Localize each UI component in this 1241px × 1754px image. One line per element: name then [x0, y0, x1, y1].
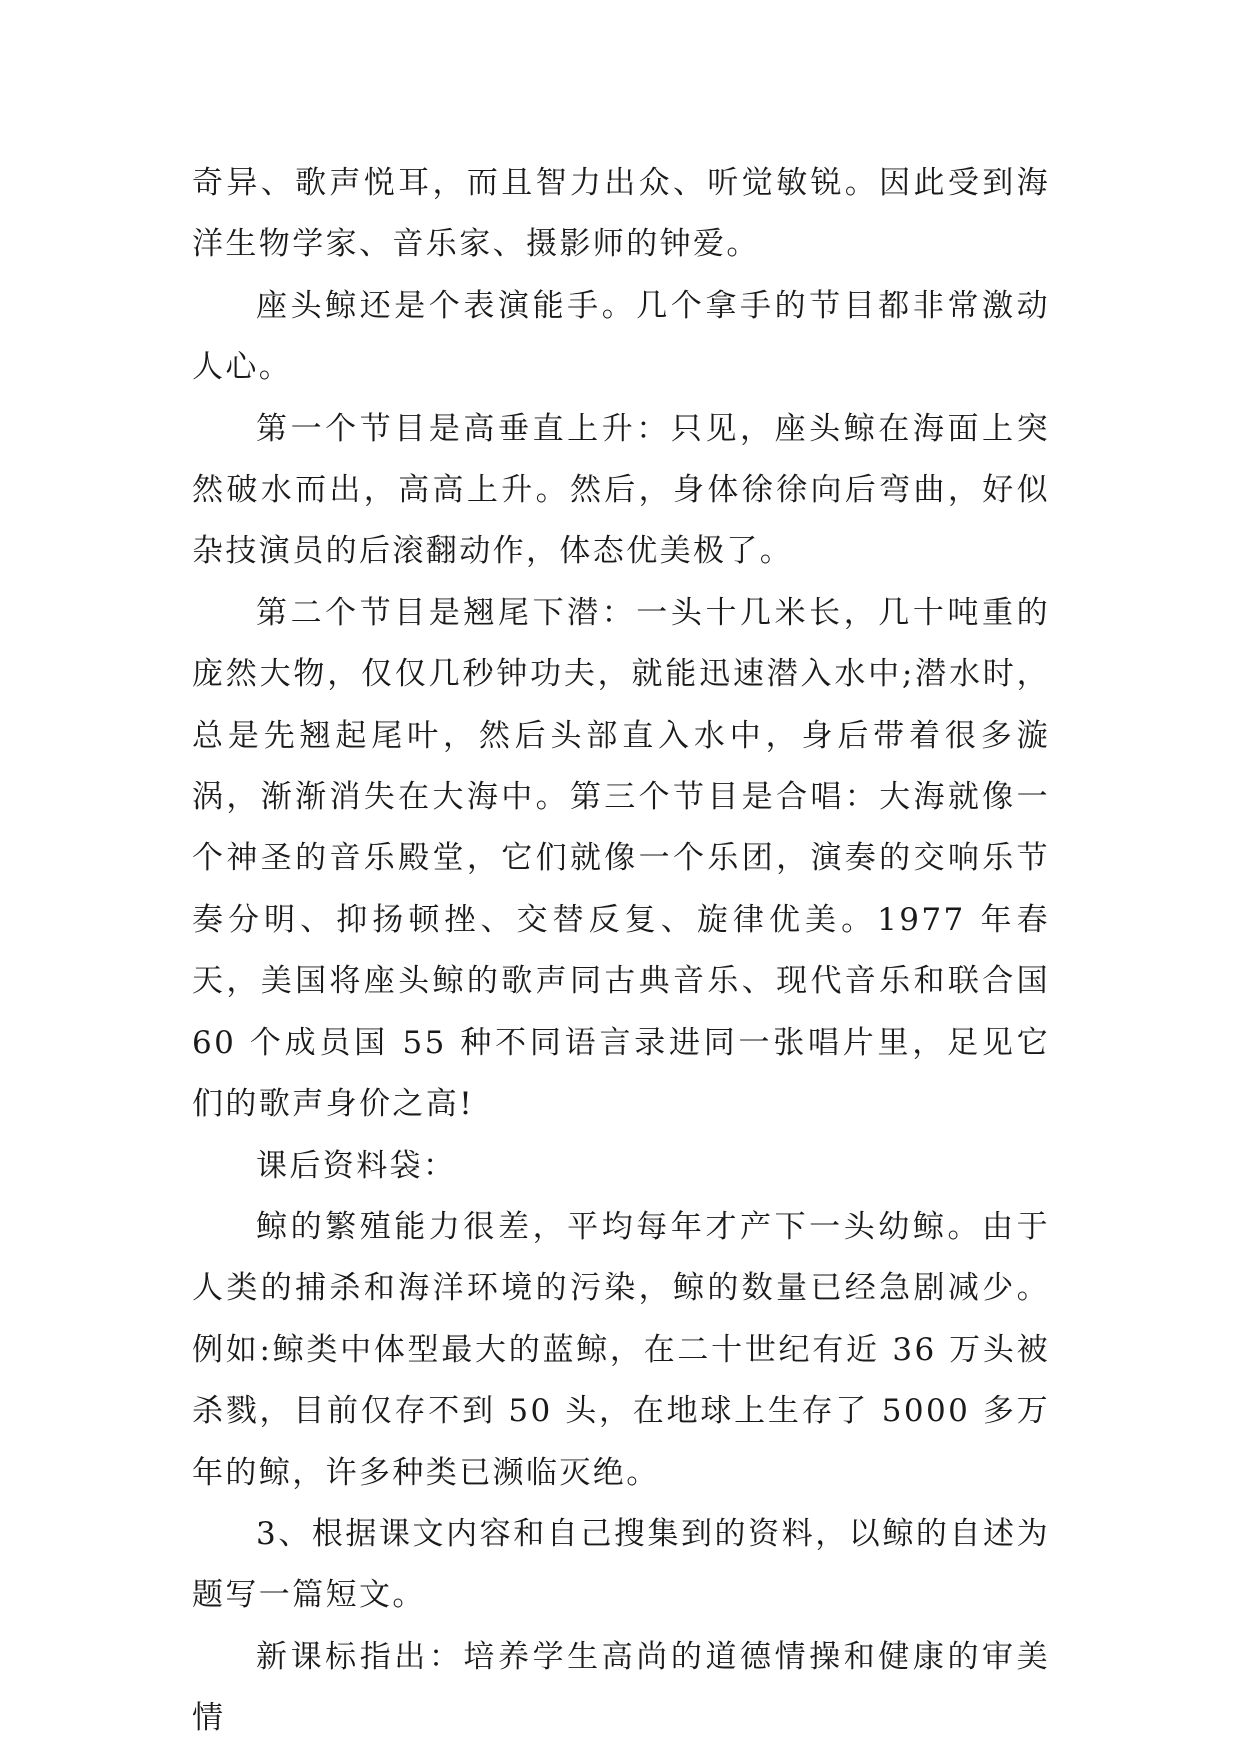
paragraph-2: 座头鲸还是个表演能手。几个拿手的节目都非常激动人心。 — [192, 287, 1050, 386]
body-text — [192, 153, 1050, 1750]
paragraph-5: 课后资料袋： — [256, 1147, 457, 1184]
paragraph-7: 3、根据课文内容和自己搜集到的资料，以鲸的自述为题写一篇短文。 — [192, 1515, 1050, 1614]
paragraph-6: 鲸的繁殖能力很差，平均每年才产下一头幼鲸。由于人类的捕杀和海洋环境的污染，鲸的数量已经急剧减少。例如:鲸类中体型最大的蓝鲸，在二十世纪有近 36 万头被杀戮，目前仅存不到 50 头，在地球上生存了 5000 多万年的鲸，许多种类已濒临灭绝。 — [192, 1208, 1050, 1491]
paragraph-1: 奇异、歌声悦耳，而且智力出众、听觉敏锐。因此受到海洋生物学家、音乐家、摄影师的钟爱。 — [192, 165, 1050, 263]
paragraph-4: 第二个节目是翘尾下潜：一头十几米长，几十吨重的庞然大物，仅仅几秒钟功夫，就能迅速潜入水中;潜水时，总是先翘起尾叶，然后头部直入水中，身后带着很多漩涡，渐渐消失在大海中。第三个节目是合唱：大海就像一个神圣的音乐殿堂，它们就像一个乐团，演奏的交响乐节奏分明、抑扬顿挫、交替反复、旋律优美。1977 年春天，美国将座头鲸的歌声同古典音乐、现代音乐和联合国 60 个成员国 55 种不同语言录进同一张唱片里，足见它们的歌声身价之高! — [192, 594, 1050, 1123]
paragraph-3: 第一个节目是高垂直上升：只见，座头鲸在海面上突然破水而出，高高上升。然后，身体徐徐向后弯曲，好似杂技演员的后滚翻动作，体态优美极了。 — [192, 410, 1050, 570]
paragraph-8: 新课标指出：培养学生高尚的道德情操和健康的审美情 — [192, 1638, 1050, 1737]
